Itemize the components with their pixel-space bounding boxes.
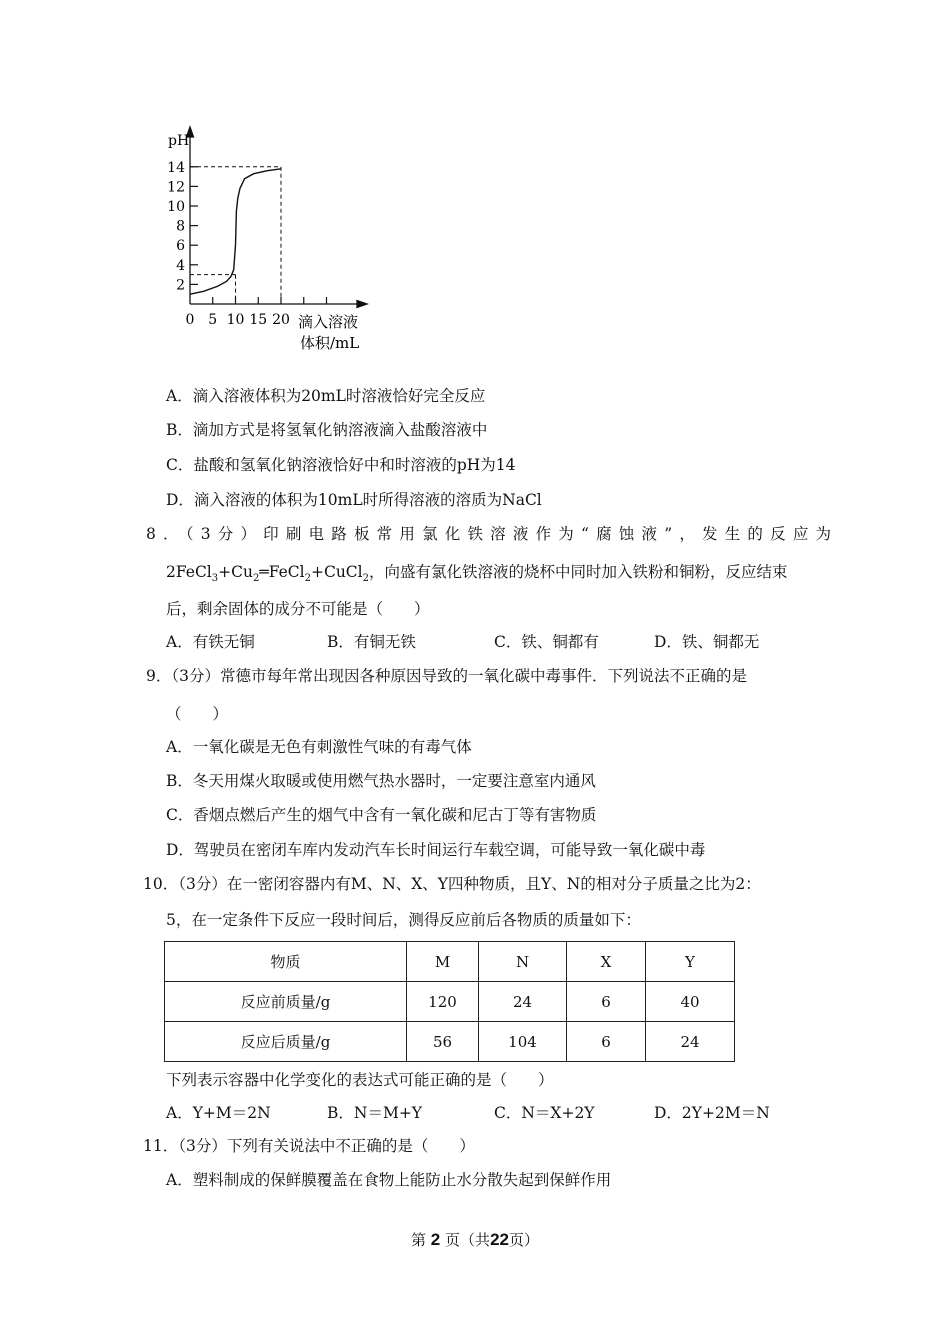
y-ticks <box>167 160 198 294</box>
q8-eq-b: +Cu <box>218 563 253 581</box>
table-cell: 24 <box>646 1022 735 1062</box>
q8-stem-line3: 后，剩余固体的成分不可能是（ ） <box>166 600 430 618</box>
q10-option-a: A．Y+M＝2N <box>166 1104 271 1122</box>
q8-eq-rest: ，向盛有氯化铁溶液的烧杯中同时加入铁粉和铜粉，反应结束 <box>369 563 788 581</box>
footer-page-number: 2 <box>430 1230 441 1249</box>
q8-sub-2b: 2 <box>304 573 311 585</box>
q8-eq-d: +CuCl <box>310 563 363 581</box>
x-tick-label: 15 <box>249 312 268 328</box>
y-tick-label: 10 <box>167 199 185 215</box>
table-header-cell: Y <box>646 942 735 982</box>
q11-stem: 11．（3分）下列有关说法中不正确的是（ ） <box>143 1137 475 1155</box>
q10-option-b: B．N＝M+Y <box>327 1104 423 1122</box>
mass-table <box>164 941 735 1062</box>
y-tick-label: 14 <box>167 159 185 176</box>
table-cell: 40 <box>646 982 735 1022</box>
q8-option-d: D．铁、铜都无 <box>654 633 760 651</box>
x-axis-label-line2: 体积/mL <box>300 334 360 352</box>
table-header-cell: N <box>479 942 567 982</box>
q8-eq-a: 2FeCl <box>166 563 212 581</box>
q8-stem-line1: 8．（3分）印刷电路板常用氯化铁溶液作为“腐蚀液”，发生的反应为 <box>146 525 839 543</box>
y-tick-label: 6 <box>176 238 185 255</box>
x-tick-label: 10 <box>226 312 245 328</box>
q7-option-d: D．滴入溶液的体积为10mL时所得溶液的溶质为NaCl <box>166 491 542 509</box>
q8-option-b: B．有铜无铁 <box>327 633 416 651</box>
q9-option-a: A．一氧化碳是无色有刺激性气味的有毒气体 <box>166 738 472 756</box>
q10-after-table: 下列表示容器中化学变化的表达式可能正确的是（ ） <box>166 1071 554 1089</box>
x-axis-arrow <box>357 301 367 308</box>
table-cell: 反应前质量/g <box>165 982 407 1022</box>
table-row <box>165 1022 735 1062</box>
q10-option-d: D．2Y+2M＝N <box>654 1104 770 1122</box>
footer-suffix: 页） <box>508 1231 539 1249</box>
y-tick-label: 2 <box>176 277 185 294</box>
x-tick-label: 0 <box>185 312 195 328</box>
table-cell: 24 <box>479 982 567 1022</box>
q7-option-c: C．盐酸和氢氧化钠溶液恰好中和时溶液的pH为14 <box>166 456 516 474</box>
ph-titration-chart <box>160 124 380 354</box>
x-tick-label: 5 <box>208 312 218 328</box>
x-axis-label-line1: 滴入溶液 <box>298 313 359 331</box>
table-header-cell: X <box>567 942 646 982</box>
q10-stem-line1: 10．（3分）在一密闭容器内有M、N、X、Y四种物质，且Y、N的相对分子质量之比为2： <box>143 875 761 893</box>
chart-axes <box>187 127 368 308</box>
q9-option-d: D．驾驶员在密闭车库内发动汽车长时间运行车载空调，可能导致一氧化碳中毒 <box>166 841 706 859</box>
footer-mid: 页（共 <box>445 1231 491 1249</box>
q8-sub-2a: 2 <box>252 573 260 585</box>
table-header-cell: 物质 <box>165 942 407 982</box>
q9-option-b: B．冬天用煤火取暖或使用燃气热水器时，一定要注意室内通风 <box>166 772 596 790</box>
q10-option-c: C．N＝X+2Y <box>494 1104 595 1122</box>
q7-option-a: A．滴入溶液体积为20mL时溶液恰好完全反应 <box>166 387 486 405</box>
table-cell: 56 <box>407 1022 479 1062</box>
table-cell: 104 <box>479 1022 567 1062</box>
q9-stem-line2: （ ） <box>166 705 229 723</box>
q9-stem-line1: 9．（3分）常德市每年常出现因各种原因导致的一氧化碳中毒事件．下列说法不正确的是 <box>146 667 747 685</box>
q7-option-b: B．滴加方式是将氢氧化钠溶液滴入盐酸溶液中 <box>166 421 488 439</box>
q11-option-a: A．塑料制成的保鲜膜覆盖在食物上能防止水分散失起到保鲜作用 <box>166 1171 612 1189</box>
y-axis-label: pH <box>168 133 190 149</box>
footer-total-pages: 22 <box>490 1230 509 1249</box>
y-tick-label: 4 <box>176 257 185 274</box>
q8-eq-c: ═FeCl <box>259 563 305 581</box>
q10-stem-line2: 5，在一定条件下反应一段时间后，测得反应前后各物质的质量如下： <box>166 911 641 929</box>
table-cell: 6 <box>567 982 646 1022</box>
q8-sub-3: 3 <box>211 573 219 585</box>
y-tick-label: 12 <box>167 179 185 196</box>
table-header-cell: M <box>407 942 479 982</box>
q8-sub-2c: 2 <box>362 573 369 585</box>
table-cell: 6 <box>567 1022 646 1062</box>
footer-prefix: 第 <box>411 1231 427 1249</box>
table-row <box>165 982 735 1022</box>
table-cell: 120 <box>407 982 479 1022</box>
table-cell: 反应后质量/g <box>165 1022 407 1062</box>
y-tick-label: 8 <box>176 218 185 235</box>
page-footer <box>0 1229 950 1250</box>
table-header-row <box>165 942 735 982</box>
x-tick-label: 20 <box>272 312 290 328</box>
q9-option-c: C．香烟点燃后产生的烟气中含有一氧化碳和尼古丁等有害物质 <box>166 806 597 824</box>
q8-equation-line <box>166 560 788 584</box>
q8-option-c: C．铁、铜都有 <box>494 633 599 651</box>
q8-option-a: A．有铁无铜 <box>166 633 255 651</box>
